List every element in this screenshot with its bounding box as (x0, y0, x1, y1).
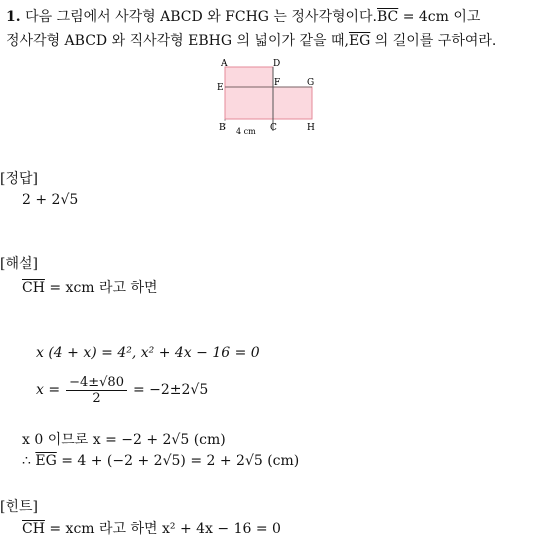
ch-segment-label: $\overline{CH}$ (22, 280, 45, 296)
solution-let-line (22, 277, 158, 297)
hint-line (22, 518, 281, 538)
eq2-lhs: x = (36, 382, 61, 398)
problem-line-2 (6, 30, 496, 50)
eq2-rhs: = −2±2√5 (132, 382, 209, 398)
problem-line-1 (6, 6, 480, 26)
label-A: A (221, 59, 228, 69)
eq2-numerator: −4±√80 (66, 375, 127, 391)
answer-value: 2 + 2√5 (22, 192, 79, 208)
therefore-symbol: ∴ (22, 453, 36, 469)
label-B: B (219, 123, 226, 133)
answer-header: [정답] (0, 171, 38, 187)
solution-header: [해설] (0, 256, 38, 272)
label-C: C (270, 123, 277, 133)
solution-equation-1: x (4 + x) = 4², x² + 4x − 16 = 0 (36, 345, 260, 361)
eg-segment-label-2: $\overline{EG}$ (35, 453, 57, 469)
hint-header: [힌트] (0, 499, 38, 515)
solution-equation-3: x 0 이므로 x = −2 + 2√5 (cm) (22, 432, 226, 448)
eg-segment-label: $\overline{EG}$ (348, 33, 371, 49)
ch-segment-label-2: $\overline{CH}$ (22, 521, 45, 537)
label-H: H (307, 123, 315, 133)
problem-text-1: 다음 그림에서 사각형 ABCD 와 FCHG 는 정사각형이다. (25, 9, 377, 25)
solution-equation-2 (36, 370, 208, 410)
label-G: G (307, 78, 315, 88)
square-abcd-top (225, 67, 273, 87)
hint-rest: = xcm 라고 하면 x² + 4x − 16 = 0 (44, 521, 281, 537)
eq2-fraction (66, 375, 127, 406)
eq4-rest: = 4 + (−2 + 2√5) = 2 + 2√5 (cm) (56, 453, 300, 469)
bc-equation: = 4cm 이고 (398, 9, 481, 25)
rectangle-ebhg (225, 87, 312, 119)
measure-4cm: 4 cm (236, 127, 256, 136)
problem-text-2: 정사각형 ABCD 와 직사각형 EBHG 의 넓이가 같을 때, (6, 33, 349, 49)
solution-equation-4 (22, 453, 299, 469)
solution-let-rest: = xcm 라고 하면 (44, 280, 158, 296)
problem-text-2-end: 의 길이를 구하여라. (370, 33, 497, 49)
label-E: E (217, 83, 224, 93)
eq2-denominator: 2 (92, 390, 101, 406)
label-D: D (273, 59, 281, 69)
problem-number: 1. (6, 9, 21, 25)
bc-segment-label: $\overline{BC}$ (377, 9, 399, 25)
label-F: F (274, 78, 281, 88)
squares-figure (210, 55, 330, 140)
